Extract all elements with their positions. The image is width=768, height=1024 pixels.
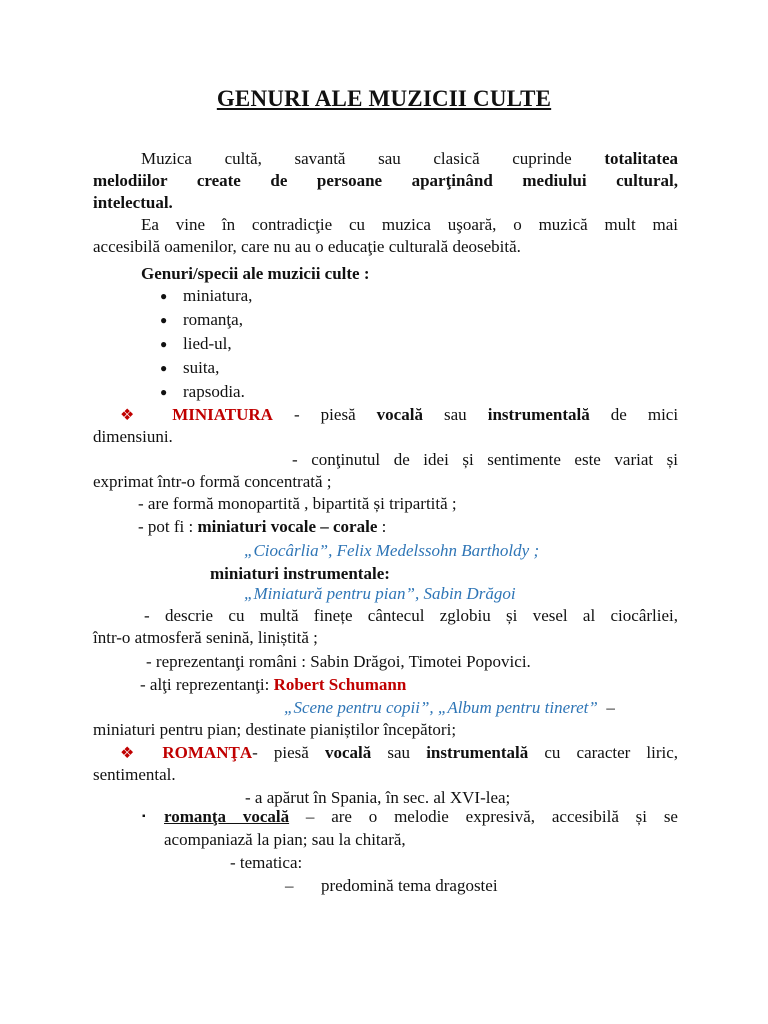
miniatura-description-line-1: - descrie cu multă finețe cântecul zglobiu și vesel al ciocârliei, xyxy=(144,606,678,625)
text: - piesă xyxy=(293,405,356,424)
intro-line-1 xyxy=(141,148,678,170)
bold-text: instrumentală xyxy=(487,405,590,424)
miniatura-definition-line-2: dimensiuni. xyxy=(93,427,173,446)
square-bullet-icon: ▪ xyxy=(142,811,146,822)
romanta-origin: - a apărut în Spania, în sec. al XVI-lea; xyxy=(245,788,511,807)
miniatura-content-line-2: exprimat într-o formă concentrată ; xyxy=(93,472,332,491)
miniatura-definition-line-1 xyxy=(120,404,678,427)
example-instrumental: „Miniatură pentru pian”, Sabin Drăgoi xyxy=(244,584,516,603)
bold-text: miniaturi vocale – corale xyxy=(197,517,378,536)
miniatura-types xyxy=(138,516,386,538)
intro-line-4: Ea vine în contradicţie cu muzica uşoară, o muzică mult mai xyxy=(141,215,678,234)
text: cu caracter liric, xyxy=(544,743,679,762)
text: sau xyxy=(444,405,467,424)
page-title: GENURI ALE MUZICII CULTE xyxy=(216,86,552,111)
miniatura-other-representatives xyxy=(140,674,406,696)
example-schumann-description: miniaturi pentru pian; destinate pianiștilor începători; xyxy=(93,720,457,739)
genre-item: lied-ul, xyxy=(183,334,232,353)
romanta-definition-line-1 xyxy=(120,742,678,765)
intro-line-5: accesibilă oamenilor, care nu au o educaţie culturală deosebită. xyxy=(93,237,521,256)
text: - pot fi : xyxy=(138,517,194,536)
intro-bold-text: totalitatea xyxy=(604,149,678,168)
text: : xyxy=(381,517,387,536)
genres-heading: Genuri/specii ale muzicii culte : xyxy=(141,264,370,283)
miniatura-heading: MINIATURA xyxy=(172,405,273,424)
bullet-icon: ● xyxy=(160,361,168,375)
bold-text: romanţa vocală xyxy=(164,807,290,826)
example-schumann xyxy=(284,697,615,719)
romanta-theme-label: - tematica: xyxy=(230,853,303,872)
bullet-icon: ● xyxy=(160,313,168,327)
miniatura-romanian-representatives: - reprezentanţi români : Sabin Drăgoi, Timotei Popovici. xyxy=(146,652,531,671)
composer-name: Robert Schumann xyxy=(273,675,407,694)
bold-text: instrumentală xyxy=(426,743,529,762)
miniatura-form: - are formă monopartită , bipartită și tripartită ; xyxy=(138,494,457,513)
text: - piesă xyxy=(252,743,309,762)
dash: – xyxy=(606,698,615,717)
diamond-bullet-icon: ❖ xyxy=(120,745,147,762)
genre-item: suita, xyxy=(183,358,220,377)
diamond-bullet-icon: ❖ xyxy=(120,407,152,424)
bold-text: vocală xyxy=(376,405,423,424)
bullet-icon: ● xyxy=(160,289,168,303)
bullet-icon: ● xyxy=(160,385,168,399)
romanta-heading: ROMANŢA xyxy=(162,743,253,762)
romanta-vocal-line-2: acompaniază la pian; sau la chitară, xyxy=(164,830,406,849)
text: de mici xyxy=(610,405,679,424)
miniatura-description-line-2: într-o atmosferă senină, liniștită ; xyxy=(93,628,318,647)
intro-line-3: intelectual. xyxy=(93,193,173,212)
intro-line-2: melodiilor create de persoane aparţinând mediului cultural, xyxy=(93,171,678,190)
romanta-vocal-line-1 xyxy=(164,806,678,828)
example-vocal: „Ciocârlia”, Felix Medelssohn Bartholdy ; xyxy=(244,541,540,560)
text: sau xyxy=(387,743,411,762)
romanta-theme-item: predomină tema dragostei xyxy=(321,876,498,895)
genre-item: romanţa, xyxy=(183,310,243,329)
example-text: „Scene pentru copii”, „Album pentru tineret” xyxy=(284,698,598,717)
romanta-definition-line-2: sentimental. xyxy=(93,765,176,784)
intro-text: Muzica cultă, savantă sau clasică cuprinde xyxy=(141,149,572,168)
bullet-icon: ● xyxy=(160,337,168,351)
text: – are o melodie expresivă, accesibilă și se xyxy=(305,807,678,826)
bold-text: vocală xyxy=(324,743,372,762)
text: - alţi reprezentanţi: xyxy=(140,675,270,694)
genre-item: miniatura, xyxy=(183,286,253,305)
theme-dash: – xyxy=(285,876,294,895)
genre-item: rapsodia. xyxy=(183,382,245,401)
miniatura-instrumental-heading: miniaturi instrumentale: xyxy=(210,564,390,583)
miniatura-content-line-1: - conţinutul de idei și sentimente este variat și xyxy=(292,450,678,469)
